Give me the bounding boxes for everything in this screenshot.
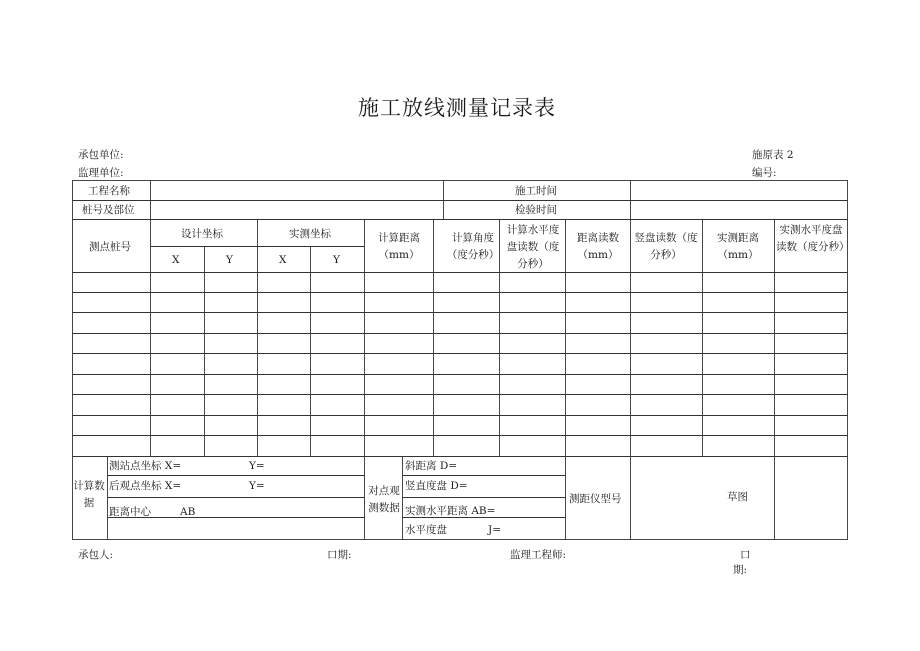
instrument-model-label: 测距仪型号 (569, 493, 622, 505)
calc-data-label: 计算数据 (73, 480, 105, 509)
col-measured-y: Y (333, 254, 340, 266)
number-label: 编号: (752, 167, 777, 179)
col-design-x: X (172, 254, 180, 266)
station-coord-y: Y= (249, 460, 265, 472)
col-calc-hz-reading: 计算水平度盘读数（度分秒） (506, 224, 560, 270)
col-measured-x: X (279, 254, 287, 266)
col-point: 测点桩号 (89, 241, 131, 253)
distance-center-label: 距离中心 (109, 506, 151, 518)
observe-data-label: 对点观测数据 (368, 485, 400, 514)
station-label: 桩号及部位 (82, 204, 135, 216)
inspection-time-label: 检验时间 (515, 204, 557, 216)
col-vertical-reading: 竖盘读数（度分秒） (634, 232, 698, 261)
backsight-coord-label: 后观点坐标 X= (109, 480, 182, 492)
hz-circle-label: 水平度盘 (405, 524, 447, 536)
form-code: 施原表 2 (752, 149, 794, 161)
contractor-label: 承包单位: (78, 149, 124, 161)
col-measured-coord: 实测坐标 (289, 228, 331, 240)
station-coord-label: 测站点坐标 X= (109, 460, 182, 472)
project-name-label: 工程名称 (88, 185, 130, 197)
engineer-label: 监理工程师: (510, 549, 567, 561)
col-calc-angle: 计算角度（度分秒） (446, 232, 500, 261)
col-measured-hz-reading: 实测水平度盘读数（度分秒） (776, 224, 850, 253)
date-label-1: 口期: (327, 549, 352, 561)
sketch-label: 草图 (727, 491, 748, 503)
col-calc-distance: 计算距离（mm） (378, 232, 420, 261)
col-design-y: Y (226, 254, 233, 266)
page-title: 施工放线测量记录表 (358, 96, 556, 120)
hz-distance-label: 实测水平距离 AB= (405, 505, 496, 517)
date-label-2a: 口 (740, 549, 751, 561)
contractor-person-label: 承包人: (78, 549, 114, 561)
vertical-circle-label: 竖直度盘 D= (405, 480, 468, 492)
slope-distance-label: 斜距离 D= (405, 460, 458, 472)
col-measured-distance: 实测距离（mm） (717, 232, 759, 261)
hz-circle-j: J= (488, 524, 502, 536)
col-design-coord: 设计坐标 (181, 228, 223, 240)
distance-center-ab: AB (180, 506, 196, 518)
date-label-2b: 期: (733, 564, 748, 576)
backsight-coord-y: Y= (249, 480, 265, 492)
construction-time-label: 施工时间 (515, 185, 557, 197)
col-distance-reading: 距离读数（mm） (577, 232, 619, 261)
supervisor-label: 监理单位: (78, 167, 124, 179)
